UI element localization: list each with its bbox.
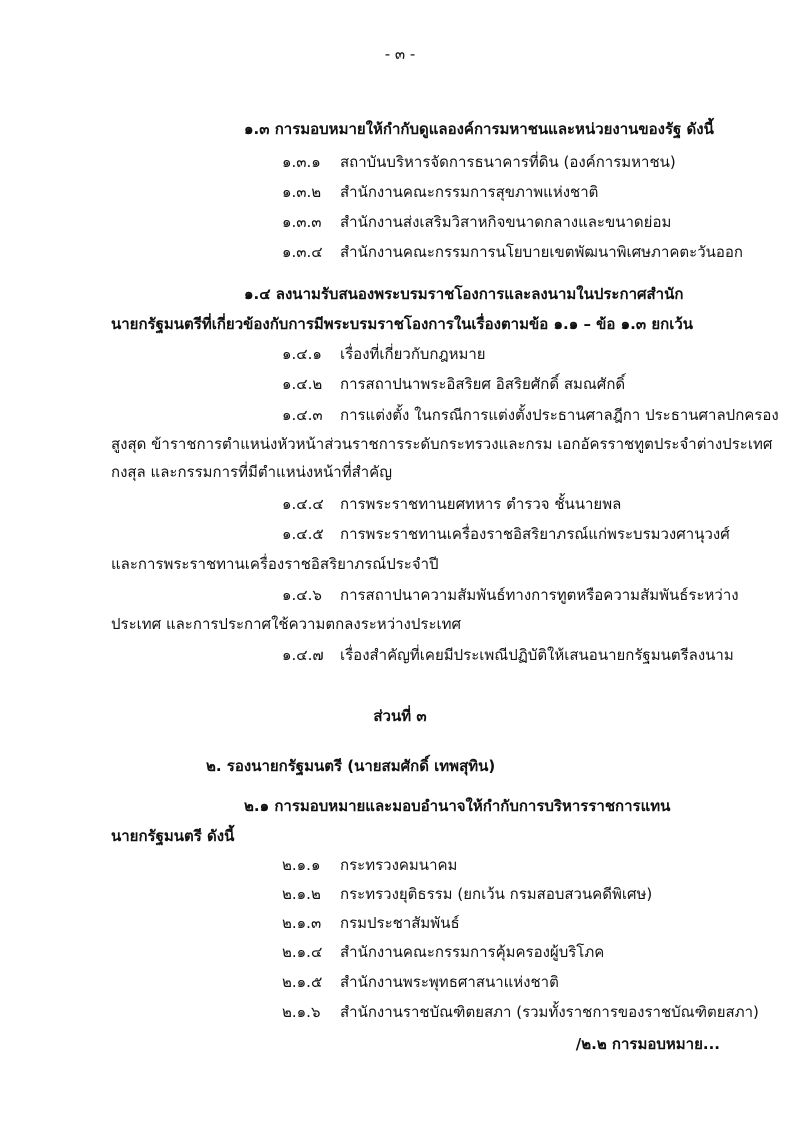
item-text: การพระราชทานยศทหาร ตำรวจ ชั้นนายพล [340, 495, 622, 513]
list-item [282, 242, 743, 262]
item-number: ๑.๓.๓ [282, 213, 322, 231]
list-item [282, 494, 621, 514]
item-number: ๒.๑.๔ [282, 943, 323, 961]
item-number: ๑.๔.๕ [282, 525, 324, 543]
item-text: กระทรวงยุติธรรม (ยกเว้น กรมสอบสวนคดีพิเศษ) [340, 885, 653, 903]
item-number: ๒.๑.๓ [282, 914, 322, 932]
part-title: ส่วนที่ ๓ [373, 707, 427, 725]
list-item [282, 645, 734, 665]
item-text: กรมประชาสัมพันธ์ [340, 914, 460, 932]
item-text: สำนักงานคณะกรรมการสุขภาพแห่งชาติ [340, 183, 599, 201]
item-number: ๑.๓.๑ [282, 153, 321, 171]
item-number: ๑.๔.๓ [282, 406, 323, 424]
item-number: ๑.๔.๑ [282, 345, 322, 363]
item-text: สำนักงานคณะกรรมการคุ้มครองผู้บริโภค [340, 943, 605, 961]
item-number: ๑.๓.๒ [282, 183, 322, 201]
item-text: สถาบันบริหารจัดการธนาคารที่ดิน (องค์การมหาชน) [340, 153, 676, 171]
list-item [282, 855, 457, 875]
list-item-continuation: ประเทศ และการประกาศใช้ความตกลงระหว่างประเทศ [111, 615, 462, 633]
section-1-4-heading: ๑.๔ ลงนามรับสนองพระบรมราชโองการและลงนามในประกาศสำนัก [244, 285, 684, 303]
item-number: ๑.๔.๖ [282, 586, 322, 604]
item-text: เรื่องที่เกี่ยวกับกฎหมาย [340, 345, 486, 363]
section-2-1-heading: ๒.๑ การมอบหมายและมอบอำนาจให้กำกับการบริหารราชการแทน [244, 797, 671, 815]
list-item [282, 524, 730, 544]
list-item-continuation: สูงสุด ข้าราชการตำแหน่งหัวหน้าส่วนราชการระดับกระทรวงและกรม เอกอัครราชทูตประจำต่างประเทศ [111, 435, 773, 453]
list-item [282, 405, 779, 425]
list-item [282, 1002, 759, 1022]
item-number: ๒.๑.๒ [282, 885, 321, 903]
list-item [282, 942, 604, 962]
item-number: ๒.๑.๖ [282, 1003, 321, 1021]
item-number: ๒.๑.๕ [282, 973, 323, 991]
item-number: ๒.๑.๑ [282, 856, 321, 874]
list-item-continuation: และการพระราชทานเครื่องราชอิสริยาภรณ์ประจำปี [111, 555, 439, 573]
item-number: ๑.๔.๒ [282, 375, 323, 393]
item-text: เรื่องสำคัญที่เคยมีประเพณีปฏิบัติให้เสนอนายกรัฐมนตรีลงนาม [340, 646, 734, 664]
section-2-heading: ๒. รองนายกรัฐมนตรี (นายสมศักดิ์ เทพสุทิน) [206, 757, 496, 775]
section-2-1-heading-cont: นายกรัฐมนตรี ดังนี้ [111, 827, 235, 845]
item-text: สำนักงานพระพุทธศาสนาแห่งชาติ [340, 973, 559, 991]
section-1-4-heading-cont: นายกรัฐมนตรีที่เกี่ยวข้องกับการมีพระบรมราชโองการในเรื่องตามข้อ ๑.๑ – ข้อ ๑.๓ ยกเว้น [111, 315, 694, 333]
continuation-note: /๒.๒ การมอบหมาย... [575, 1035, 720, 1053]
item-text: การสถาปนาพระอิสริยศ อิสริยศักดิ์ สมณศักดิ์ [340, 375, 626, 393]
list-item [282, 344, 486, 364]
list-item [282, 972, 559, 992]
item-number: ๑.๓.๔ [282, 243, 323, 261]
item-text: สำนักงานราชบัณฑิตยสภา (รวมทั้งราชการของราชบัณฑิตยสภา) [340, 1003, 759, 1021]
item-text: สำนักงานคณะกรรมการนโยบายเขตพัฒนาพิเศษภาคตะวันออก [340, 243, 743, 261]
item-text: การสถาปนาความสัมพันธ์ทางการทูตหรือความสัมพันธ์ระหว่าง [340, 586, 739, 604]
item-number: ๑.๔.๔ [282, 495, 324, 513]
page-number: - ๓ - [384, 45, 416, 63]
item-text: กระทรวงคมนาคม [340, 856, 458, 874]
item-number: ๑.๔.๗ [282, 646, 324, 664]
item-text: การพระราชทานเครื่องราชอิสริยาภรณ์แก่พระบรมวงศานุวงศ์ [340, 525, 730, 543]
list-item [282, 182, 598, 202]
item-text: สำนักงานส่งเสริมวิสาหกิจขนาดกลางและขนาดย่อม [340, 213, 672, 231]
list-item [282, 913, 460, 933]
list-item [282, 884, 652, 904]
section-1-3-heading: ๑.๓ การมอบหมายให้กำกับดูแลองค์การมหาชนและหน่วยงานของรัฐ ดังนี้ [244, 120, 714, 138]
list-item [282, 152, 676, 172]
list-item [282, 585, 739, 605]
list-item [282, 212, 671, 232]
list-item [282, 374, 625, 394]
item-text: การแต่งตั้ง ในกรณีการแต่งตั้งประธานศาลฎีกา ประธานศาลปกครอง [340, 406, 779, 424]
list-item-continuation: กงสุล และกรรมการที่มีตำแหน่งหน้าที่สำคัญ [111, 463, 393, 481]
